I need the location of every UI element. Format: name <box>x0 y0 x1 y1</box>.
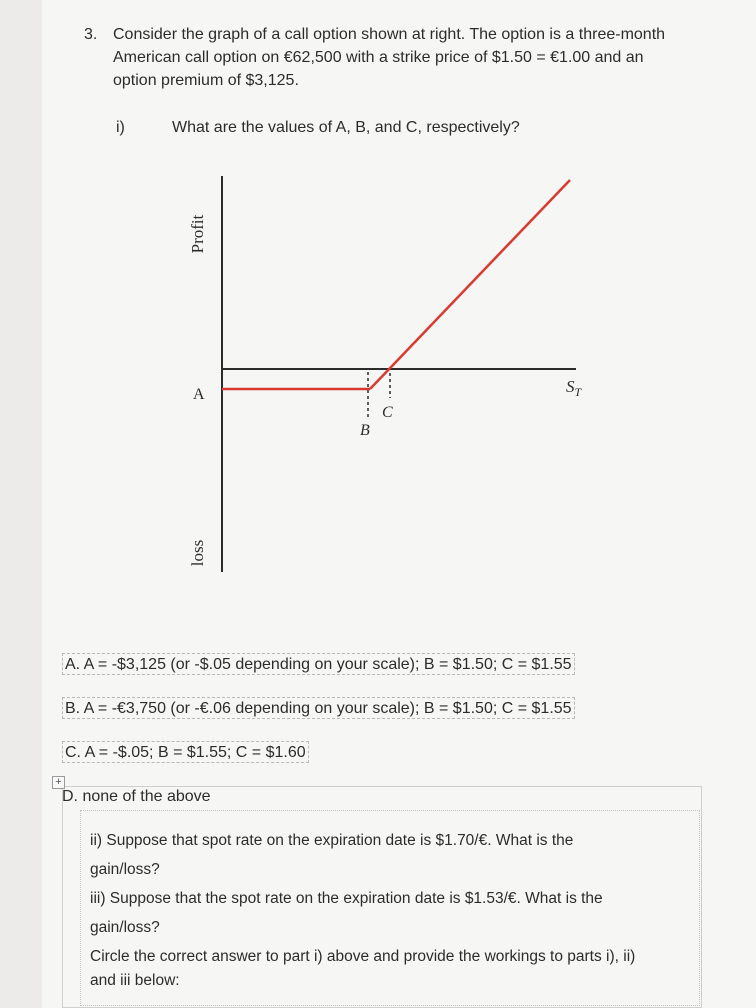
label-c: C <box>382 404 393 421</box>
subquestion-number: i) <box>116 119 125 136</box>
x-axis-label-sub: T <box>574 385 582 399</box>
choice-b[interactable]: B. A = -€3,750 (or -€.06 depending on your scale); B = $1.50; C = $1.55 <box>62 697 575 719</box>
y-axis-label-profit: Profit <box>188 214 207 254</box>
x-axis-label-main: S <box>566 377 575 396</box>
answer-line-2: gain/loss? <box>90 861 160 878</box>
answer-line-5: Circle the correct answer to part i) above and provide the workings to parts i), ii) <box>90 948 636 965</box>
x-axis-label-st <box>566 377 583 399</box>
question-number: 3. <box>84 26 98 43</box>
subquestion-text: What are the values of A, B, and C, respectively? <box>172 119 520 136</box>
answer-line-1: ii) Suppose that spot rate on the expiration date is $1.70/€. What is the <box>90 832 574 849</box>
question-line-1: Consider the graph of a call option shown at right. The option is a three-month <box>113 26 666 43</box>
answer-line-3: iii) Suppose that the spot rate on the expiration date is $1.53/€. What is the <box>90 890 603 907</box>
answer-line-6: and iii below: <box>90 972 180 989</box>
label-a: A <box>193 386 205 403</box>
y-axis-label-loss: loss <box>188 539 207 567</box>
question-line-2: American call option on €62,500 with a strike price of $1.50 = €1.00 and an <box>113 49 644 66</box>
payoff-rising-segment <box>370 180 570 389</box>
label-b: B <box>360 422 370 439</box>
answer-line-4: gain/loss? <box>90 919 160 936</box>
choice-d[interactable]: D. none of the above <box>62 788 211 805</box>
choice-c[interactable]: C. A = -$.05; B = $1.55; C = $1.60 <box>62 741 309 763</box>
move-handle-icon[interactable]: + <box>52 776 65 789</box>
choice-a[interactable]: A. A = -$3,125 (or -$.05 depending on your scale); B = $1.50; C = $1.55 <box>62 653 575 675</box>
question-line-3: option premium of $3,125. <box>113 72 299 89</box>
